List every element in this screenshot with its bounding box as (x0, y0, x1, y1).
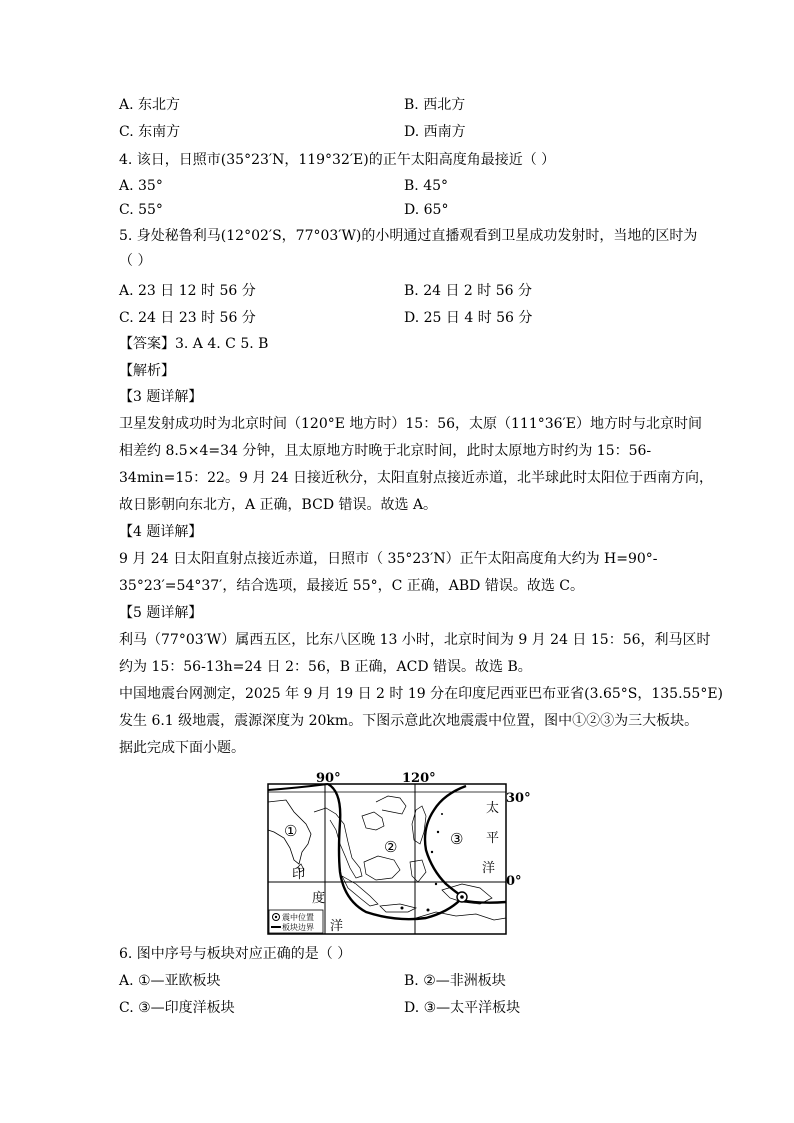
ocean-label-ping: 平 (486, 831, 500, 846)
q4-detail-line: 9 月 24 日太阳直射点接近赤道，日照市（ 35°23′N）正午太阳高度角大约为 H=90°- (119, 551, 658, 567)
q4-option-a: A. 35° (119, 178, 163, 194)
lon-120-label: 120° (402, 771, 436, 786)
ocean-label-yang: 洋 (482, 861, 496, 876)
plate-1-label: ① (284, 822, 298, 840)
plate-map-svg (266, 771, 531, 936)
legend-epicenter-label: 震中位置 (282, 913, 314, 922)
option-d: D. 西南方 (404, 124, 466, 140)
q5-detail-label: 【5 题详解】 (119, 605, 203, 621)
option-b: B. 西北方 (404, 97, 466, 113)
q5-option-d: D. 25 日 4 时 56 分 (404, 310, 533, 326)
q4-option-d: D. 65° (404, 202, 449, 218)
sulawesi-coast (410, 860, 426, 882)
lat-30-label: 30° (506, 791, 531, 806)
china-coast (376, 796, 406, 814)
q5-option-c: C. 24 日 23 时 56 分 (119, 310, 256, 326)
q3-detail-line: 卫星发射成功时为北京时间（120°E 地方时）15：56，太原（111°36′E）地方时与北京时间 (119, 416, 702, 432)
question-4-stem: 4. 该日，日照市(35°23′N，119°32′E)的正午太阳高度角最接近（ ） (119, 152, 556, 168)
borneo-coast (364, 856, 400, 880)
hainan-coast (362, 812, 384, 830)
question-5-stem-line1: 5. 身处秘鲁利马(12°02′S，77°03′W)的小明通过直播观看到卫星成功发射时，当地的区时为 (119, 228, 698, 244)
q6-option-a: A. ①—亚欧板块 (119, 973, 221, 989)
legend-boundary-label: 板块边界 (282, 923, 314, 932)
q4-detail-line: 35°23′=54°37′，结合选项，最接近 55°，C 正确，ABD 错误。故选 C。 (119, 578, 585, 594)
ocean-label-yang2: 洋 (330, 919, 344, 934)
lat-0-label: 0° (506, 874, 522, 889)
island-dot (431, 851, 433, 853)
java-coast (380, 904, 416, 912)
q5-option-a: A. 23 日 12 时 56 分 (119, 283, 256, 299)
q3-detail-line: 相差约 8.5×4=34 分钟，且太原地方时晚于北京时间，此时太原地方时约为 15：56- (119, 443, 652, 459)
intro-line: 据此完成下面小题。 (119, 740, 245, 756)
q6-option-d: D. ③—太平洋板块 (404, 1000, 521, 1016)
option-a: A. 东北方 (119, 97, 181, 113)
plate-map-figure (266, 771, 531, 936)
q4-option-c: C. 55° (119, 202, 163, 218)
q5-detail-line: 利马（77°03′W）属西五区，比东八区晚 13 小时，北京时间为 9 月 24 日 15：56，利马区时 (119, 632, 711, 648)
plate-3-label: ③ (450, 830, 464, 848)
answer-line: 【答案】3. A 4. C 5. B (119, 336, 269, 352)
plate-boundary-line (460, 900, 506, 903)
legend-epicenter-dot (275, 916, 277, 918)
q3-detail-line: 故日影朝向东北方，A 正确，BCD 错误。故选 A。 (119, 497, 438, 513)
question-6-stem: 6. 图中序号与板块对应正确的是（ ） (119, 946, 352, 962)
island-dot (427, 909, 430, 912)
q3-detail-line: 34min=15：22。9 月 24 日接近秋分，太阳直射点接近赤道，北半球此时太阳位于西南方向， (119, 470, 714, 486)
island-dot (437, 831, 439, 833)
q5-detail-line: 约为 15：56-13h=24 日 2：56，B 正确，ACD 错误。故选 B。 (119, 659, 532, 675)
q5-option-b: B. 24 日 2 时 56 分 (404, 283, 532, 299)
lon-90-label: 90° (316, 771, 341, 786)
q4-option-b: B. 45° (404, 178, 449, 194)
option-c: C. 东南方 (119, 124, 181, 140)
q3-detail-label: 【3 题详解】 (119, 389, 203, 405)
analysis-label: 【解析】 (119, 363, 175, 379)
question-5-stem-line2: （ ） (119, 253, 152, 269)
q6-option-c: C. ③—印度洋板块 (119, 1000, 235, 1016)
island-dot (441, 813, 443, 815)
intro-line: 中国地震台网测定，2025 年 9 月 19 日 2 时 19 分在印度尼西亚巴布亚省(3.65°S，135.55°E) (119, 686, 724, 702)
intro-line: 发生 6.1 级地震，震源深度为 20km。下图示意此次地震震中位置，图中①②③为三大板块。 (119, 713, 699, 729)
q4-detail-label: 【4 题详解】 (119, 524, 203, 540)
island-dot (435, 883, 437, 885)
q6-option-b: B. ②—非洲板块 (404, 973, 506, 989)
epicenter-dot (460, 895, 464, 899)
island-dot (401, 907, 404, 910)
ocean-label-du: 度 (312, 891, 326, 906)
plate-2-label: ② (384, 838, 398, 856)
ocean-label-tai: 太 (486, 801, 500, 816)
sumatra-coast (342, 876, 378, 906)
ocean-label-yin: 印 (292, 867, 306, 882)
